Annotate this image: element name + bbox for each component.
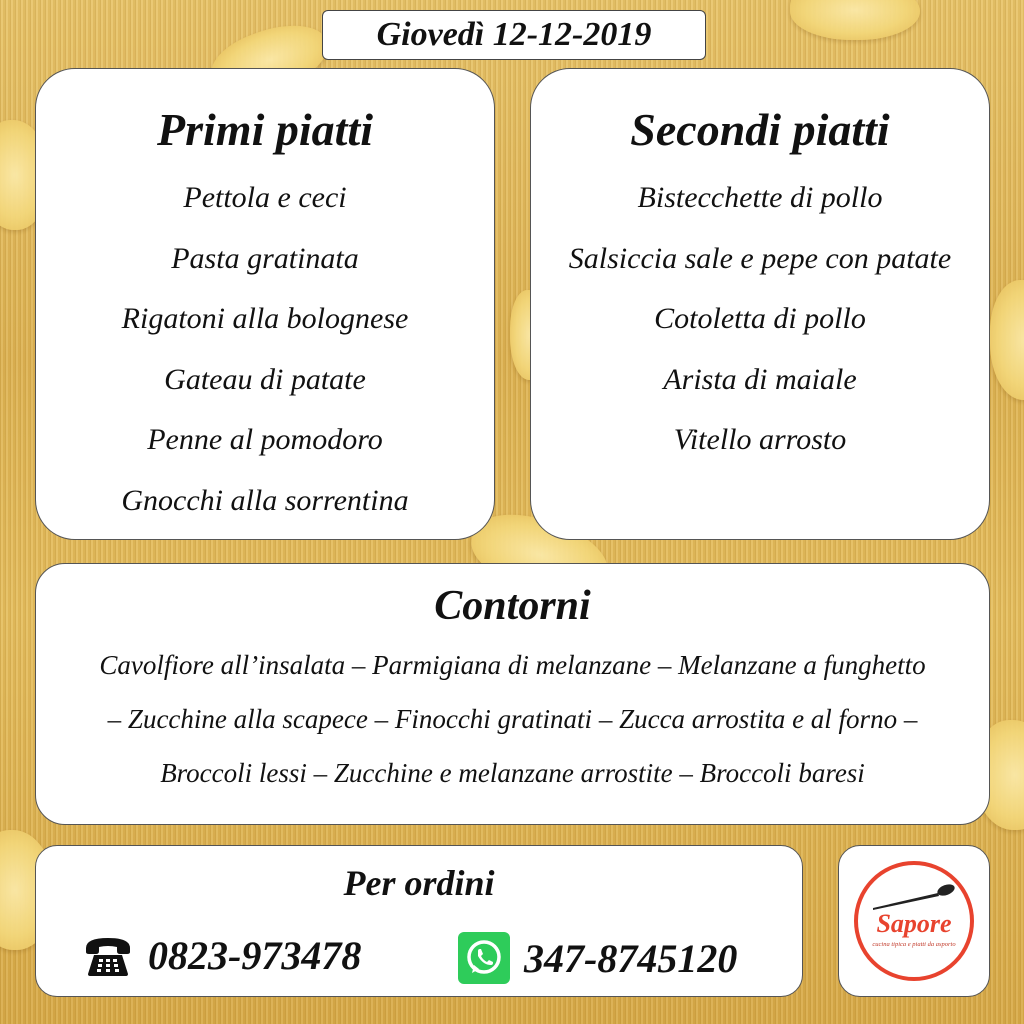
contorni-line: Cavolfiore all’insalata – Parmigiana di melanzane – Melanzane a funghetto: [99, 650, 926, 680]
whatsapp-number[interactable]: 347-8745120: [524, 935, 738, 981]
telephone-icon: [82, 934, 134, 978]
phone-number[interactable]: 0823-973478: [148, 933, 362, 978]
list-item: Cotoletta di pollo: [654, 302, 866, 335]
phone-contact[interactable]: [82, 932, 361, 979]
contorni-line: – Zucchine alla scapece – Finocchi gratinati – Zucca arrostita e al forno –: [107, 704, 918, 734]
whatsapp-icon: [458, 932, 510, 984]
list-item: Rigatoni alla bolognese: [121, 302, 409, 335]
list-item: Arista di maiale: [663, 362, 857, 396]
list-item: Gnocchi alla sorrentina: [121, 483, 409, 517]
list-item: Salsiccia sale e pepe con patate: [568, 241, 952, 275]
logo-name: Sapore: [876, 909, 952, 938]
contorni-panel: [35, 563, 990, 825]
pasta-decoration: [990, 280, 1024, 400]
contorni-text: [36, 638, 989, 800]
list-item: Gateau di patate: [164, 362, 366, 396]
logo-tagline: cucina tipica e piatti da asporto: [872, 941, 956, 948]
list-item: Vitello arrosto: [673, 423, 847, 456]
contorni-line: Broccoli lessi – Zucchine e melanzane arrostite – Broccoli baresi: [160, 758, 865, 788]
secondi-piatti-panel: [530, 68, 990, 540]
list-item: Pettola e ceci: [183, 181, 347, 214]
primi-title: Primi piatti: [157, 104, 373, 155]
contorni-title: Contorni: [434, 583, 591, 629]
pasta-decoration: [790, 0, 920, 40]
secondi-title: Secondi piatti: [630, 104, 890, 155]
list-item: Penne al pomodoro: [147, 423, 383, 456]
whatsapp-contact[interactable]: [458, 932, 737, 984]
ordini-title: Per ordini: [343, 863, 495, 903]
ordini-panel: [35, 845, 803, 997]
date-banner: [322, 10, 706, 60]
primi-piatti-panel: [35, 68, 495, 540]
date-text: Giovedì 12-12-2019: [376, 16, 652, 53]
secondi-list: [531, 168, 989, 471]
list-item: Pasta gratinata: [171, 241, 359, 275]
logo-box: [838, 845, 990, 997]
list-item: Bistecchette di pollo: [637, 181, 883, 214]
sapore-logo: [851, 858, 977, 984]
primi-list: [36, 168, 494, 531]
